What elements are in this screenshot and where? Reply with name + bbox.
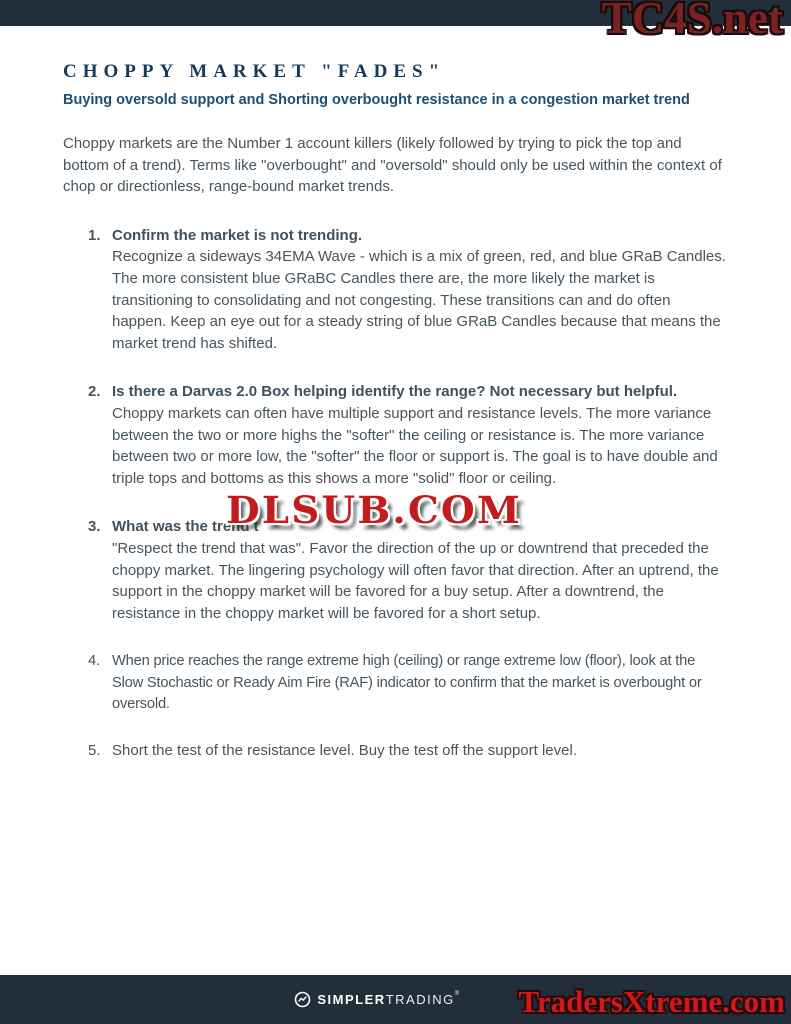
watermark-tc4s: TC4S.net [601,0,783,43]
list-text [112,381,728,489]
list-item-heading: What was the trend t [112,518,259,536]
list-item-heading: Confirm the market is not trending. [112,226,363,244]
brand-simpler: SIMPLER [317,992,386,1007]
list-item-body: When price reaches the range extreme high (ceiling) or range extreme low (floor), look at the Slow Stochastic or Ready Aim Fire (RAF) indicator to confirm that the market is overbought or oversold. [112,653,702,713]
watermark-tradersxtreme: TradersXtreme.com [518,984,785,1019]
registered-mark: ® [454,991,461,997]
list-number: 5. [88,742,101,760]
page-subtitle: Buying oversold support and Shorting overbought resistance in a congestion market trend [63,92,690,108]
list-number: 4. [88,653,100,670]
list-text [112,516,728,624]
list-number: 3. [88,518,101,536]
watermark-dlsub: DLSUB.COM [226,488,522,532]
brand-trading: TRADING [385,992,455,1007]
intro-paragraph: Choppy markets are the Number 1 account killers (likely followed by trying to pick the top and bottom of a trend). Terms like "overbought" and "oversold" should only be used within the context of chop or directionless, range-bound market trends. [63,135,722,196]
list-item-body: Short the test of the resistance level. Buy the test off the support level. [112,742,577,760]
list-number: 2. [88,383,101,401]
brand-text [317,992,460,1007]
list-number: 1. [88,226,101,244]
list-item-5 [88,740,728,762]
list-item-heading: Is there a Darvas 2.0 Box helping identify the range? Not necessary but helpful. [112,383,678,401]
list-item-4 [88,651,728,716]
list-text [112,225,728,355]
list-item-body: Recognize a sideways 34EMA Wave - which is a mix of green, red, and blue GRaB Candles. The more consistent blue GRaBC Candles there are, the more likely the market is transitioning to consolidating and not congesting. These transitions can and do often happen. Keep an eye out for a steady string of blue GRaB Candles because that means the market trend has shifted. [112,248,726,352]
simpler-trading-logo [294,991,460,1008]
page-title: CHOPPY MARKET "FADES" [63,61,446,82]
list-text [112,651,728,716]
list-item-body: "Respect the trend that was". Favor the direction of the up or downtrend that preceded the choppy market. The lingering psychology will often favor that direction. After an uptrend, the support in the choppy market will be favored for a buy setup. After a downtrend, the resistance in the choppy market will be favored for a short setup. [112,539,719,622]
document-content [63,61,728,789]
list-item-body: Choppy markets can often have multiple support and resistance levels. The more variance between the two or more highs the "softer" the ceiling or resistance is. The more variance between two or more low, the "softer" the floor or support is. The goal is to have double and triple tops and bottoms as this shows a more "solid" floor or ceiling. [112,404,718,487]
trend-circle-icon [294,991,311,1008]
list-item-1 [88,225,728,355]
list-item-2 [88,381,728,489]
list-item-3 [88,516,728,624]
list-text [112,740,728,762]
